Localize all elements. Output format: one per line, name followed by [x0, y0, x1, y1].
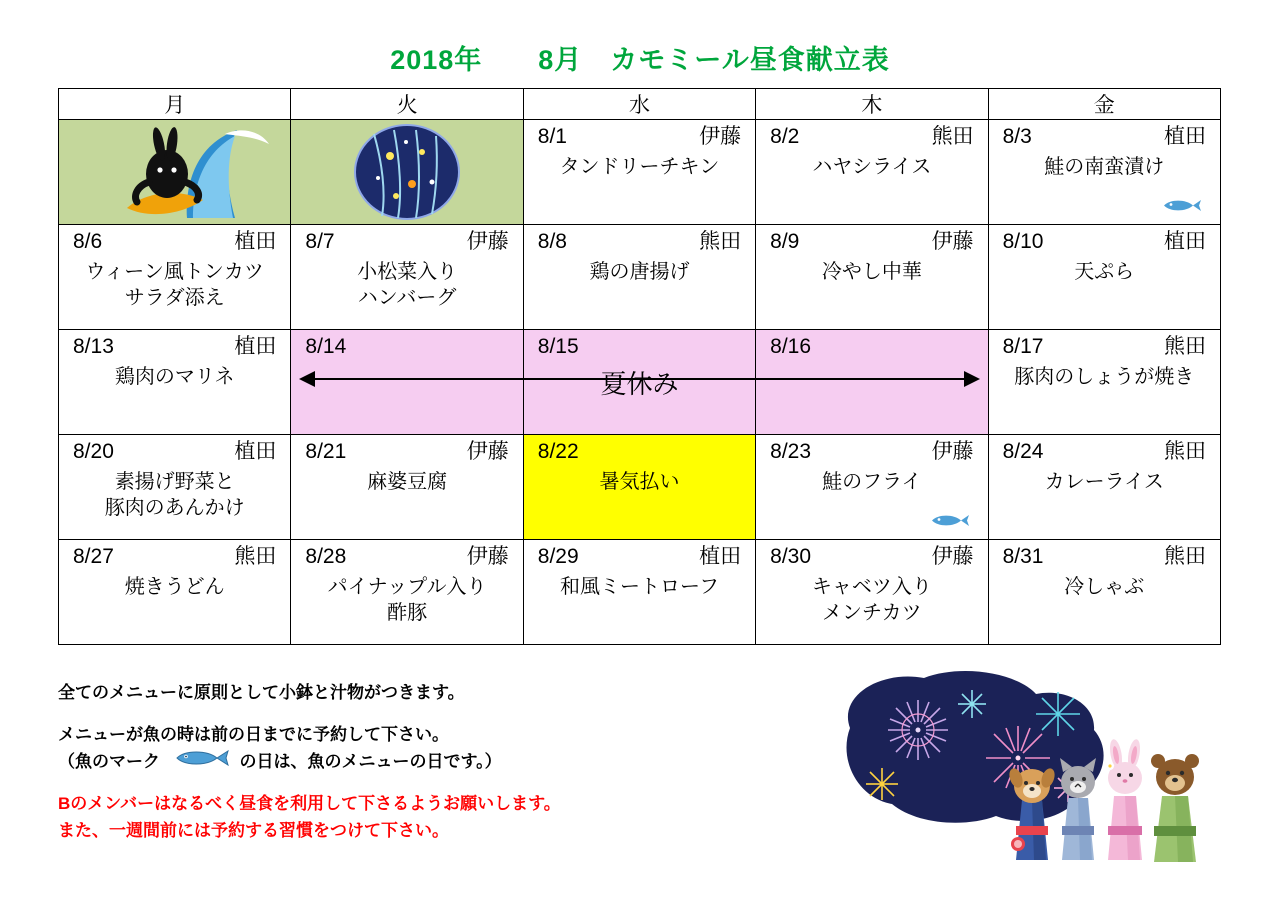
day-header [291, 435, 522, 463]
day-menu: タンドリーチキン [559, 156, 720, 179]
day-staff: 伊藤 [466, 230, 509, 253]
day-staff: 熊田 [1164, 335, 1206, 358]
day-staff: 熊田 [699, 230, 742, 253]
day-staff: 植田 [1164, 230, 1206, 253]
calendar-day-cell [523, 120, 755, 225]
calendar-week-row [59, 435, 1221, 540]
day-header [756, 435, 987, 463]
day-staff: 植田 [699, 545, 742, 568]
day-menu: 鶏の唐揚げ [589, 261, 690, 284]
calendar-day-cell [291, 435, 523, 540]
note-line-4: Bのメンバーはなるべく昼食を利用して下さるようお願いします。 [58, 794, 561, 814]
day-header [524, 540, 755, 568]
calendar-day-cell [988, 435, 1220, 540]
day-header [291, 540, 522, 568]
day-date: 8/24 [1002, 440, 1044, 463]
day-header [989, 225, 1220, 253]
day-staff: 熊田 [234, 545, 277, 568]
day-date: 8/23 [770, 440, 812, 463]
calendar-day-cell [59, 435, 291, 540]
day-header [989, 120, 1220, 148]
note-line-3 [58, 749, 818, 776]
day-date: 8/29 [537, 545, 579, 568]
calendar-day-cell [756, 120, 988, 225]
fish-icon [928, 513, 970, 533]
note-line-5: また、一週間前には予約する習慣をつけて下さい。 [58, 820, 449, 840]
day-date: 8/3 [1002, 125, 1032, 148]
day-date: 8/7 [305, 230, 335, 253]
calendar-cell-illustration [59, 120, 291, 225]
calendar-day-cell [59, 540, 291, 645]
day-menu: 冷やし中華 [821, 261, 922, 284]
weekday-header: 木 [756, 89, 988, 120]
note-line-1: 全てのメニューに原則として小鉢と汁物がつきます。 [58, 683, 465, 702]
notes-section [58, 680, 818, 860]
day-date: 8/6 [73, 230, 103, 253]
day-menu: 鮭の南蛮漬け [1044, 156, 1165, 179]
day-menu-line2: ハンバーグ [357, 287, 457, 310]
calendar-day-cell [291, 225, 523, 330]
day-menu: 麻婆豆腐 [367, 471, 448, 494]
day-header [989, 330, 1220, 358]
day-header [59, 330, 290, 358]
day-header [756, 225, 987, 253]
day-date: 8/28 [305, 545, 347, 568]
day-menu-line2: 酢豚 [387, 602, 428, 625]
day-date: 8/15 [537, 335, 579, 358]
day-staff: 熊田 [1164, 440, 1206, 463]
day-menu-line1: 素揚げ野菜と [114, 471, 235, 494]
weekday-header: 月 [59, 89, 291, 120]
day-date: 8/2 [770, 125, 800, 148]
calendar-day-cell-holiday [291, 330, 523, 435]
day-staff: 伊藤 [931, 440, 974, 463]
menu-calendar [58, 88, 1221, 645]
day-date: 8/13 [73, 335, 114, 358]
calendar-day-cell [291, 540, 523, 645]
calendar-day-cell [523, 225, 755, 330]
day-staff: 伊藤 [931, 545, 974, 568]
day-menu [291, 253, 522, 311]
day-menu [291, 568, 522, 626]
day-header [524, 330, 755, 358]
calendar-day-cell [523, 540, 755, 645]
day-menu-line2: サラダ添え [124, 287, 225, 310]
weekday-header: 火 [291, 89, 523, 120]
day-staff: 熊田 [1164, 545, 1206, 568]
calendar-day-cell [988, 225, 1220, 330]
day-header [59, 540, 290, 568]
day-menu: カレーライス [1044, 471, 1164, 494]
day-date: 8/22 [537, 440, 579, 463]
day-header [524, 225, 755, 253]
day-header [59, 435, 290, 463]
day-date: 8/9 [770, 230, 800, 253]
page-title: 2018年 8月 カモミール昼食献立表 [390, 45, 890, 75]
day-menu-line1: キャベツ入り [811, 576, 932, 599]
day-date: 8/1 [537, 125, 567, 148]
day-header [291, 225, 522, 253]
calendar-day-cell-event [523, 435, 755, 540]
day-menu-line1: パイナップル入り [327, 576, 487, 599]
day-menu-line1: ウィーン風トンカツ [85, 261, 264, 284]
day-date: 8/10 [1002, 230, 1044, 253]
calendar-table [58, 88, 1221, 645]
day-date: 8/17 [1002, 335, 1044, 358]
calendar-day-cell [988, 120, 1220, 225]
summer-break-arrow-line [754, 378, 963, 380]
day-staff: 植田 [1164, 125, 1206, 148]
day-header [291, 330, 522, 358]
calendar-day-cell [59, 225, 291, 330]
note-line-3a: （魚のマーク [58, 751, 160, 771]
day-staff: 植田 [234, 230, 277, 253]
calendar-day-cell [988, 330, 1220, 435]
fish-icon [1160, 198, 1202, 218]
day-menu [59, 463, 290, 521]
day-menu: 焼きうどん [124, 576, 225, 599]
day-menu-line1: 小松菜入り [357, 261, 458, 284]
note-line-2: メニューが魚の時は前の日までに予約して下さい。 [58, 725, 449, 745]
calendar-week-row [59, 540, 1221, 645]
summer-break-label: 夏休み [600, 369, 679, 399]
note-block-2 [58, 722, 818, 775]
calendar-week-row [59, 330, 1221, 435]
day-staff: 伊藤 [466, 545, 509, 568]
day-menu: 鮭のフライ [822, 471, 922, 494]
calendar-day-cell-holiday [756, 330, 988, 435]
fireworks-yukata-animals-icon [820, 668, 1240, 883]
calendar-day-cell [988, 540, 1220, 645]
day-staff: 伊藤 [466, 440, 509, 463]
calendar-day-cell [756, 435, 988, 540]
day-date: 8/16 [770, 335, 812, 358]
day-date: 8/21 [305, 440, 347, 463]
night-fireflies-icon [291, 120, 522, 224]
day-header [756, 540, 987, 568]
calendar-day-cell [756, 540, 988, 645]
day-date: 8/27 [73, 545, 114, 568]
day-staff: 伊藤 [931, 230, 974, 253]
day-menu-line2: メンチカツ [822, 602, 922, 625]
day-menu: 豚肉のしょうが焼き [1014, 366, 1195, 389]
day-header [524, 120, 755, 148]
rabbit-surfing-icon [59, 120, 290, 224]
day-menu [756, 568, 987, 626]
day-date: 8/20 [73, 440, 114, 463]
day-header [756, 120, 987, 148]
day-header [524, 435, 755, 463]
day-date: 8/8 [537, 230, 567, 253]
day-menu: 冷しゃぶ [1064, 576, 1145, 599]
calendar-day-cell-holiday [523, 330, 755, 435]
day-header [59, 225, 290, 253]
fish-icon [171, 749, 229, 775]
day-header [989, 435, 1220, 463]
calendar-day-cell [59, 330, 291, 435]
day-menu: 和風ミートローフ [559, 576, 719, 599]
day-staff: 伊藤 [699, 125, 742, 148]
day-menu: 天ぷら [1074, 261, 1135, 284]
day-staff: 植田 [234, 335, 277, 358]
day-staff: 植田 [234, 440, 277, 463]
day-menu-line2: 豚肉のあんかけ [104, 497, 245, 520]
day-date: 8/14 [305, 335, 347, 358]
summer-break-arrow-right [964, 371, 980, 387]
calendar-day-cell [756, 225, 988, 330]
calendar-week-row [59, 225, 1221, 330]
note-block-3 [58, 791, 818, 844]
day-header [756, 330, 987, 358]
day-menu [59, 253, 290, 311]
day-date: 8/31 [1002, 545, 1044, 568]
summer-break-arrow-left [299, 371, 315, 387]
day-menu: ハヤシライス [812, 156, 932, 179]
calendar-cell-illustration [291, 120, 523, 225]
calendar-week-row [59, 120, 1221, 225]
day-header [989, 540, 1220, 568]
weekday-header-row [59, 89, 1221, 120]
day-menu: 鶏肉のマリネ [114, 366, 235, 389]
day-menu: 暑気払い [599, 471, 680, 494]
note-line-3b: の日は、魚のメニューの日です。） [239, 751, 502, 771]
summer-break-arrow-line [315, 378, 524, 380]
day-date: 8/30 [770, 545, 812, 568]
day-staff: 熊田 [931, 125, 974, 148]
weekday-header: 水 [523, 89, 755, 120]
weekday-header: 金 [988, 89, 1220, 120]
